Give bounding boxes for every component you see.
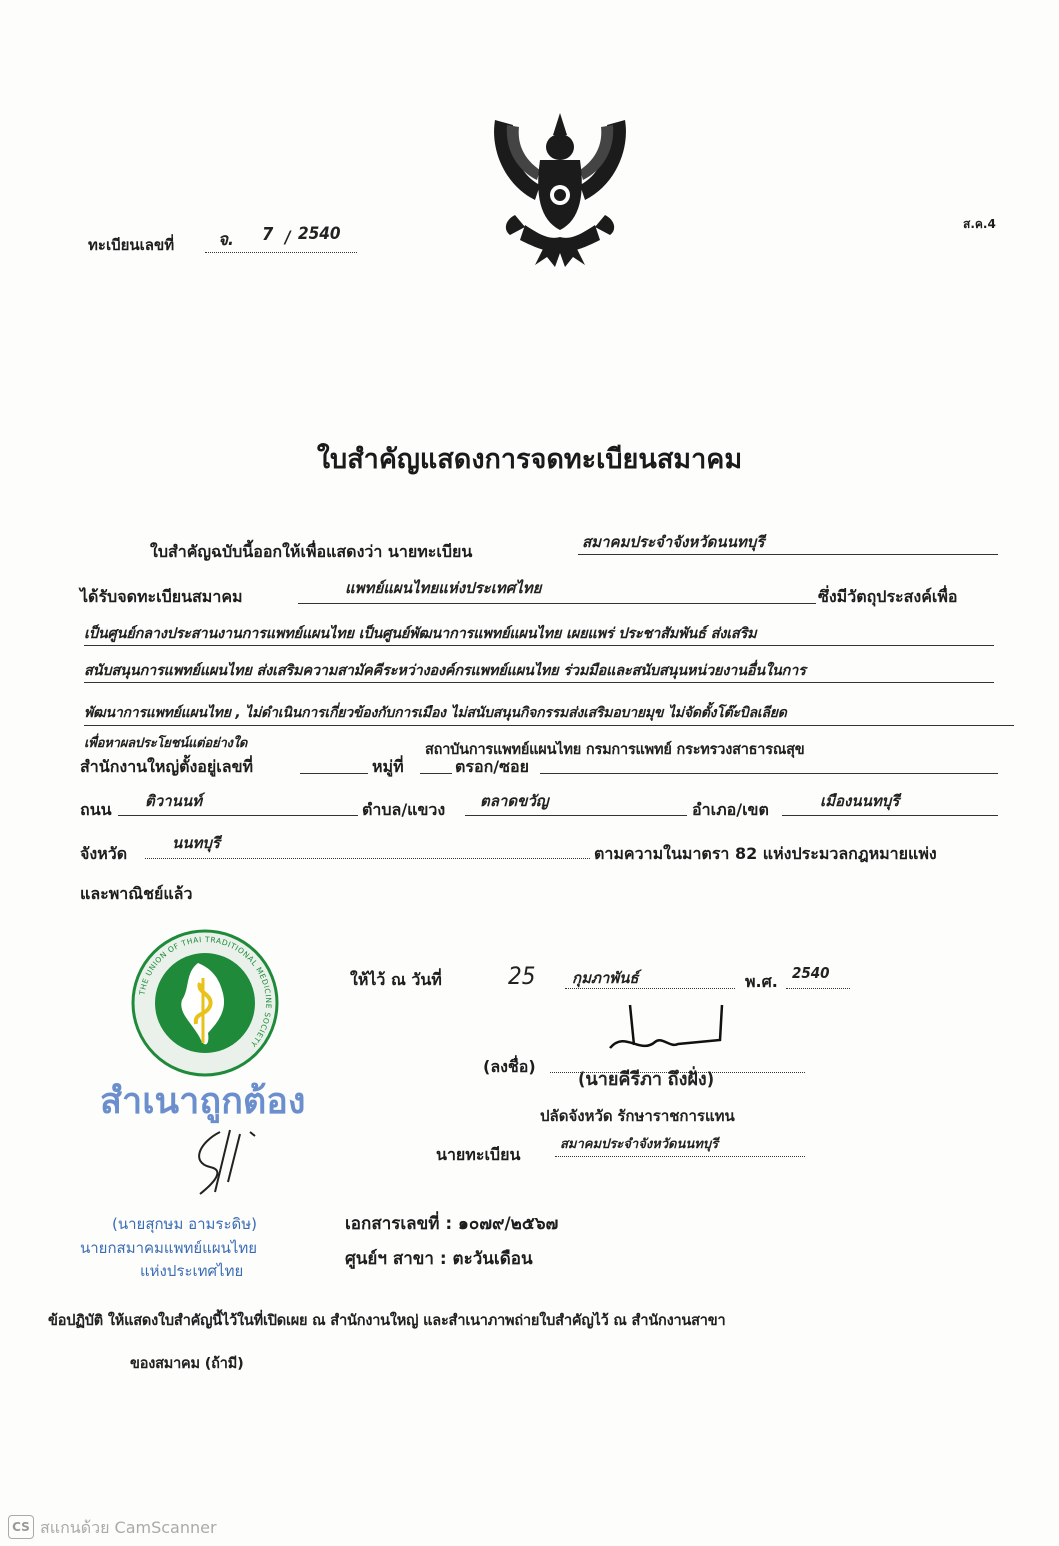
registrar-label: นายทะเบียน (436, 1145, 521, 1164)
form-code: ส.ค.4 (963, 217, 996, 231)
certifier-title-1: นายกสมาคมแพทย์แผนไทย (80, 1239, 258, 1257)
registrar-province: สมาคมประจำจังหวัดนนทบุรี (582, 533, 765, 551)
document-title: ใบสำคัญแสดงการจดทะเบียนสมาคม (316, 444, 743, 475)
sign-label: (ลงชื่อ) (483, 1057, 536, 1076)
objective-underline-1 (84, 645, 994, 646)
certifier-title-2: แห่งประเทศไทย (140, 1262, 244, 1280)
signer-position: ปลัดจังหวัด รักษาราชการแทน (540, 1107, 735, 1125)
certified-copy-stamp: สำเนาถูกต้อง (100, 1081, 306, 1122)
association-name: แพทย์แผนไทยแห่งประเทศไทย (345, 579, 542, 597)
amphoe-line (782, 815, 998, 816)
objective-line-4: เพื่อหาผลประโยชน์แต่อย่างใด (84, 736, 248, 751)
office-label: สำนักงานใหญ่ตั้งอยู่เลขที่ (80, 757, 254, 776)
date-year: 2540 (792, 964, 830, 982)
garuda-emblem-icon (485, 105, 635, 270)
law-text-2: และพาณิชย์แล้ว (80, 884, 193, 903)
document-number: เอกสารเลขที่ : ๑๐๗๙/๒๕๖๗ (345, 1214, 559, 1234)
intro-line (578, 554, 998, 555)
objective-underline-3 (84, 725, 1014, 726)
registration-number-label: ทะเบียนเลขที่ (88, 236, 175, 254)
objective-line-3: พัฒนาการแพทย์แผนไทย , ไม่ดำเนินการเกี่ยวข้องกับการเมือง ไม่สนับสนุนกิจกรรมส่งเสริมอบายมุข ไม่จัดตั้งโต๊ะบิลเลียด (84, 705, 787, 721)
tambon-label: ตำบล/แขวง (362, 800, 446, 819)
tambon-value: ตลาดขวัญ (480, 792, 549, 810)
objective-underline-2 (84, 682, 994, 683)
camscanner-badge: CS (8, 1515, 34, 1539)
association-line (298, 603, 816, 604)
road-line (118, 815, 358, 816)
branch-center: ศูนย์ฯ สาขา : ตะวันเดือน (345, 1249, 533, 1269)
intro-label: ใบสำคัญฉบับนี้ออกให้เพื่อแสดงว่า นายทะเบียน (150, 542, 473, 561)
soi-label: ตรอก/ซอย (455, 757, 529, 776)
svg-text:THE UNION OF THAI TRADITIONAL: THE UNION OF THAI TRADITIONAL MEDICINE SOCIETY (137, 934, 274, 1049)
certifier-signature-icon (180, 1122, 270, 1202)
signer-name: (นายคีรีภา ถึงฝั่ง) (578, 1069, 715, 1090)
moo-label: หมู่ที่ (372, 757, 404, 776)
registrar-signature-icon (600, 1000, 740, 1065)
camscanner-text: สแกนด้วย CamScanner (40, 1518, 217, 1537)
amphoe-label: อำเภอ/เขต (692, 800, 769, 819)
objective-line-1: เป็นศูนย์กลางประสานงานการแพทย์แผนไทย เป็นศูนย์พัฒนาการแพทย์แผนไทย เผยแพร่ ประชาสัมพันธ์ ส่งเสริม (84, 626, 757, 642)
rules-line-2: ของสมาคม (ถ้ามี) (130, 1356, 244, 1372)
tambon-line (465, 815, 687, 816)
date-day: 25 (508, 962, 536, 990)
date-year-line (786, 988, 850, 989)
association-label: ได้รับจดทะเบียนสมาคม (80, 587, 243, 606)
law-text: ตามความในมาตรา 82 แห่งประมวลกฎหมายแพ่ง (594, 844, 937, 863)
objective-suffix: ซึ่งมีวัตถุประสงค์เพื่อ (818, 587, 958, 606)
province-label: จังหวัด (80, 844, 128, 863)
soi-line (540, 773, 998, 774)
date-month-line (565, 988, 735, 989)
registrar-line (555, 1156, 805, 1157)
date-month: กุมภาพันธ์ (572, 969, 639, 987)
road-label: ถนน (80, 800, 112, 819)
road-value: ติวานนท์ (145, 792, 202, 810)
registrar-value: สมาคมประจำจังหวัดนนทบุรี (560, 1137, 719, 1152)
amphoe-value: เมืองนนทบุรี (820, 792, 900, 810)
registration-slash: / (285, 228, 291, 248)
moo-line (420, 773, 452, 774)
rules-line-1: ข้อปฏิบัติ ให้แสดงใบสำคัญนี้ไว้ในที่เปิดเผย ณ สำนักงานใหญ่ และสำเนาภาพถ่ายใบสำคัญไว้ ณ สำนักงานสาขา (48, 1313, 726, 1329)
registration-year: 2540 (298, 224, 341, 244)
date-label: ให้ไว้ ณ วันที่ (350, 970, 442, 989)
objective-line-2: สนับสนุนการแพทย์แผนไทย ส่งเสริมความสามัคคีระหว่างองค์กรแพทย์แผนไทย ร่วมมือและสนับสนุนหน่วยงานอื่นในการ (84, 663, 806, 679)
province-line (145, 858, 590, 859)
province-value: นนทบุรี (172, 834, 220, 852)
date-year-label: พ.ศ. (745, 972, 778, 991)
certifier-name: (นายสุกษม อามระดิษ) (112, 1215, 258, 1233)
registration-number: 7 (262, 224, 274, 245)
registration-prefix: จ. (218, 230, 234, 250)
office-value: สถาบันการแพทย์แผนไทย กรมการแพทย์ กระทรวงสาธารณสุข (425, 742, 805, 758)
registration-line (205, 252, 357, 253)
office-number-line (300, 773, 368, 774)
seal-ring-text (130, 928, 280, 1078)
